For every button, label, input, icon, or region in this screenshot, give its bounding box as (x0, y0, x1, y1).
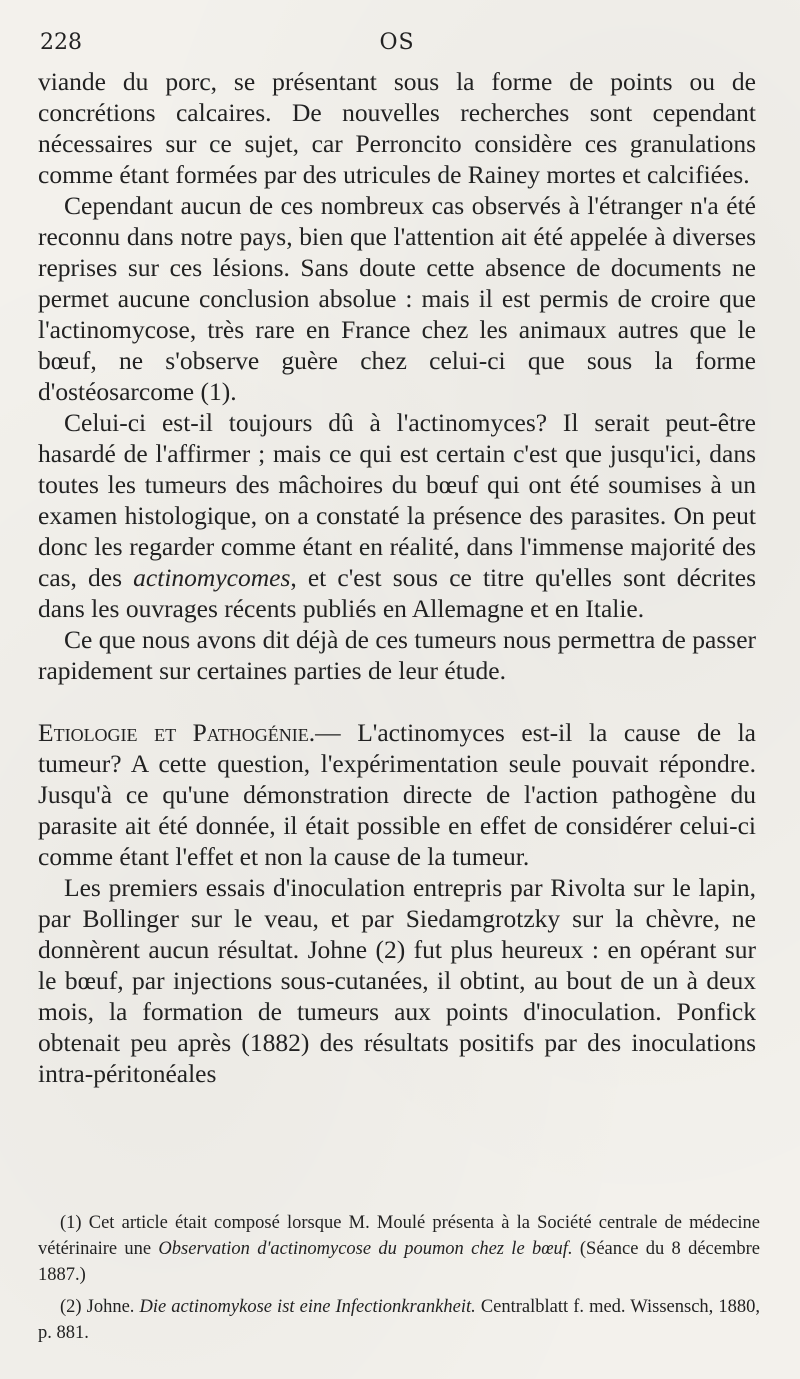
main-text (38, 66, 756, 1089)
paragraph-3-text: Celui-ci est-il toujours dû à l'actinomyces? Il serait peut-être hasardé de l'affirmer ; mais ce qui est certain c'est que jusqu'ici, dans toutes les tumeurs des mâchoires du bœuf qui ont été soumises à un examen histologique, on a constaté la présence des parasites. On peut donc les regarder comme étant en réalité, dans l'immense majorité des cas, des (38, 408, 756, 592)
footnote-2-lead: (2) Johne. (60, 1297, 135, 1317)
paragraph-3 (38, 407, 756, 624)
paragraph-1: viande du porc, se présentant sous la forme de points ou de concrétions calcaires. De nouvelles recherches sont cependant nécessaires sur ce sujet, car Perroncito considère ces granulations comme étant formées par des utricules de Rainey mortes et calcifiées. (38, 67, 756, 189)
paragraph-2: Cependant aucun de ces nombreux cas observés à l'étranger n'a été reconnu dans notre pays, bien que l'attention ait été appelée à diverses reprises sur ces lésions. Sans doute cette absence de documents ne permet aucune conclusion absolue : mais il est permis de croire que l'actinomycose, très rare en France chez les animaux autres que le bœuf, ne s'observe guère chez celui-ci que sous la forme d'ostéosarcome (1). (38, 191, 756, 406)
footnote-1-italic: Observation d'actinomycose du poumon chez le bœuf. (158, 1239, 573, 1259)
paragraph-3-tail: , et c'est sous ce titre qu'elles sont décrites dans les ouvrages récents publiés en Allemagne et en Italie. (38, 563, 756, 623)
footnote-1 (38, 1210, 760, 1288)
page-number: 228 (40, 30, 82, 55)
running-title: OS (379, 30, 415, 55)
footnote-2-italic: Die actinomykose ist eine Infectionkrankheit. (139, 1297, 476, 1317)
section-gap (38, 686, 756, 717)
paragraph-5: Les premiers essais d'inoculation entrepris par Rivolta sur le lapin, par Bollinger sur le veau, et par Siedamgrotzky sur la chèvre, ne donnèrent aucun résultat. Johne (2) fut plus heureux : en opérant sur le bœuf, par injections sous-cutanées, il obtint, au bout de un à deux mois, la formation de tumeurs aux points d'inoculation. Ponfick obtenait peu après (1882) des résultats positifs par des inoculations intra-péritonéales (38, 873, 756, 1088)
footnote-2 (38, 1294, 760, 1346)
page-header (40, 30, 754, 60)
paragraph-3-italic: actinomycomes (133, 563, 291, 592)
footnote-1-tail: (Séance du 8 décembre 1887.) (38, 1239, 760, 1285)
section-text: — L'actinomyces est-il la cause de la tumeur? A cette question, l'expérimentation seule pouvait répondre. Jusqu'à ce qu'une démonstration directe de l'action pathogène du parasite ait été donnée, il était possible en effet de considérer celui-ci comme étant l'effet et non la cause de la tumeur. (38, 718, 756, 871)
section-heading: Etiologie et Pathogénie. (38, 718, 316, 747)
footnotes (38, 1210, 760, 1352)
footnote-1-lead: (1) Cet article était composé lorsque M. Moulé présenta à la Société centrale de médecine vétérinaire une (38, 1213, 760, 1259)
paragraph-4: Ce que nous avons dit déjà de ces tumeurs nous permettra de passer rapidement sur certaines parties de leur étude. (38, 625, 756, 685)
section-paragraph (38, 717, 756, 872)
footnote-2-tail: Centralblatt f. med. Wissensch, 1880, p. 881. (38, 1297, 760, 1343)
